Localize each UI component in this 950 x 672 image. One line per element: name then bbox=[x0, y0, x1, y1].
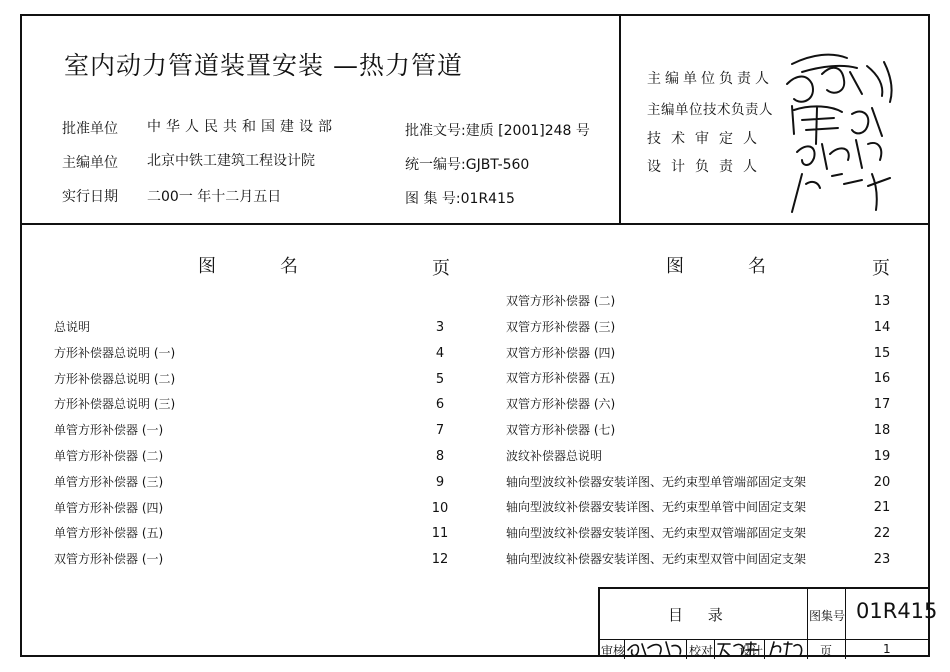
toc-entry-name: 单管方形补偿器 (一) bbox=[54, 423, 164, 438]
toc-left-header-ming: 名 bbox=[280, 256, 298, 277]
toc-entry-page: 14 bbox=[873, 319, 891, 335]
unified-no-label: 统一编号: bbox=[405, 157, 466, 173]
toc-entry-page: 18 bbox=[873, 423, 891, 438]
toc-entry-page: 6 bbox=[435, 397, 445, 413]
toc-entry-name: 双管方形补偿器 (三) bbox=[506, 319, 616, 334]
resp-tech-chief: 主编单位技术负责人 bbox=[647, 102, 773, 118]
resp-chief-unit: 主编单位负责人 bbox=[647, 71, 773, 87]
toc-entry-page: 7 bbox=[435, 423, 445, 439]
document-title: 室内动力管道装置安装 —热力管道 bbox=[64, 51, 463, 80]
check-label: 校对 bbox=[689, 644, 714, 658]
toc-entry-page: 22 bbox=[873, 526, 891, 542]
review-signature bbox=[626, 640, 684, 662]
toc-entry-page: 21 bbox=[873, 500, 891, 516]
toc-entry-name: 双管方形补偿器 (六) bbox=[506, 397, 616, 412]
toc-entry-page: 12 bbox=[431, 552, 449, 568]
toc-entry-name: 方形补偿器总说明 (二) bbox=[54, 371, 176, 386]
toc-left-name-header bbox=[198, 252, 216, 278]
toc-entry-name: 双管方形补偿器 (五) bbox=[506, 371, 616, 386]
toc-entry-page: 5 bbox=[435, 371, 445, 387]
resp-tech-reviewer: 技术审定人 bbox=[647, 131, 767, 147]
approval-doc bbox=[405, 120, 590, 140]
toc-entry-page: 8 bbox=[435, 449, 445, 464]
toc-entry-name: 波纹补偿器总说明 bbox=[506, 448, 603, 463]
title-block-atlas-label: 图集号 bbox=[809, 609, 846, 623]
toc-entry-name: 总说明 bbox=[54, 320, 91, 334]
approval-doc-label: 批准文号: bbox=[405, 123, 466, 139]
atlas-no-value: 01R415 bbox=[460, 191, 515, 207]
atlas-no-label: 图 集 号: bbox=[405, 191, 461, 207]
title-block-vline-5 bbox=[714, 639, 715, 659]
approval-doc-value: 建质 [2001]248 号 bbox=[465, 123, 590, 139]
toc-entry-page: 9 bbox=[435, 474, 445, 490]
toc-entry-name: 轴向型波纹补偿器安装详图、无约束型双管端部固定支架 bbox=[506, 526, 807, 541]
toc-entry-name: 单管方形补偿器 (三) bbox=[54, 474, 164, 489]
toc-entry-name: 轴向型波纹补偿器安装详图、无约束型单管中间固定支架 bbox=[506, 500, 807, 515]
review-label: 审核 bbox=[601, 644, 626, 658]
toc-entry-page: 20 bbox=[873, 474, 891, 490]
design-signature bbox=[766, 640, 806, 662]
approving-unit-label: 批准单位 bbox=[62, 121, 118, 137]
toc-entry-name: 单管方形补偿器 (四) bbox=[54, 500, 164, 515]
toc-entry-page: 19 bbox=[873, 448, 891, 464]
check-signature bbox=[716, 640, 762, 662]
toc-entry-name: 单管方形补偿器 (五) bbox=[54, 526, 164, 541]
resp-design-chief: 设计负责人 bbox=[647, 159, 767, 175]
header-divider bbox=[22, 223, 928, 225]
unified-no-value: GJBT-560 bbox=[465, 157, 530, 173]
toc-entry-name: 方形补偿器总说明 (三) bbox=[54, 397, 176, 412]
toc-entry-page: 16 bbox=[873, 371, 891, 387]
unified-no bbox=[405, 154, 529, 174]
toc-entry-name: 轴向型波纹补偿器安装详图、无约束型双管中间固定支架 bbox=[506, 552, 807, 566]
toc-entry-name: 双管方形补偿器 (二) bbox=[506, 294, 616, 308]
approving-unit: 中华人民共和国建设部 bbox=[147, 119, 337, 135]
title-block-atlas-no: 01R415 bbox=[856, 599, 938, 623]
atlas-no bbox=[405, 188, 515, 208]
toc-right-name-header bbox=[666, 252, 684, 278]
toc-entry-name: 单管方形补偿器 (二) bbox=[54, 449, 164, 463]
handwritten-signatures bbox=[772, 44, 922, 214]
toc-left-page-header: 页 bbox=[432, 258, 450, 279]
header-vertical-divider bbox=[619, 16, 621, 223]
drawing-frame bbox=[20, 14, 938, 658]
title-block-vline-2 bbox=[845, 589, 846, 659]
toc-right-page-header: 页 bbox=[872, 258, 890, 279]
toc-entry-page: 17 bbox=[873, 397, 891, 413]
toc-entry-name: 方形补偿器总说明 (一) bbox=[54, 345, 176, 360]
toc-entry-name: 双管方形补偿器 (七) bbox=[506, 423, 616, 437]
title-block-vline-1 bbox=[807, 589, 808, 659]
title-block-vline-6 bbox=[764, 639, 765, 659]
effective-date: 二00一 年十二月五日 bbox=[147, 189, 282, 205]
design-label: 设计 bbox=[739, 644, 764, 658]
toc-entry-page: 15 bbox=[873, 345, 891, 361]
toc-entry-page: 4 bbox=[435, 345, 445, 361]
toc-entry-name: 双管方形补偿器 (四) bbox=[506, 345, 616, 360]
toc-entry-page: 13 bbox=[873, 294, 891, 309]
toc-left-name-header-2 bbox=[280, 252, 298, 278]
editing-unit: 北京中铁工建筑工程设计院 bbox=[147, 153, 315, 169]
page-number: 1 bbox=[883, 642, 891, 656]
toc-entry-page: 11 bbox=[431, 526, 449, 542]
toc-entry-name: 轴向型波纹补偿器安装详图、无约束型单管端部固定支架 bbox=[506, 474, 807, 489]
toc-entry-page: 3 bbox=[435, 320, 445, 335]
toc-right-header-tu: 图 bbox=[666, 256, 684, 277]
page-label: 页 bbox=[820, 644, 833, 658]
toc-entry-page: 23 bbox=[873, 552, 891, 567]
toc-right-name-header-2 bbox=[748, 252, 766, 278]
toc-entry-name: 双管方形补偿器 (一) bbox=[54, 552, 164, 567]
drawing-title: 目 录 bbox=[668, 606, 733, 624]
title-block-vline-4 bbox=[686, 639, 687, 659]
toc-right-header-ming: 名 bbox=[748, 256, 766, 277]
effective-date-label: 实行日期 bbox=[62, 189, 118, 205]
toc-left-header-tu: 图 bbox=[198, 256, 216, 277]
toc-entry-page: 10 bbox=[431, 500, 449, 516]
title-block bbox=[598, 587, 938, 658]
editing-unit-label: 主编单位 bbox=[62, 155, 118, 171]
